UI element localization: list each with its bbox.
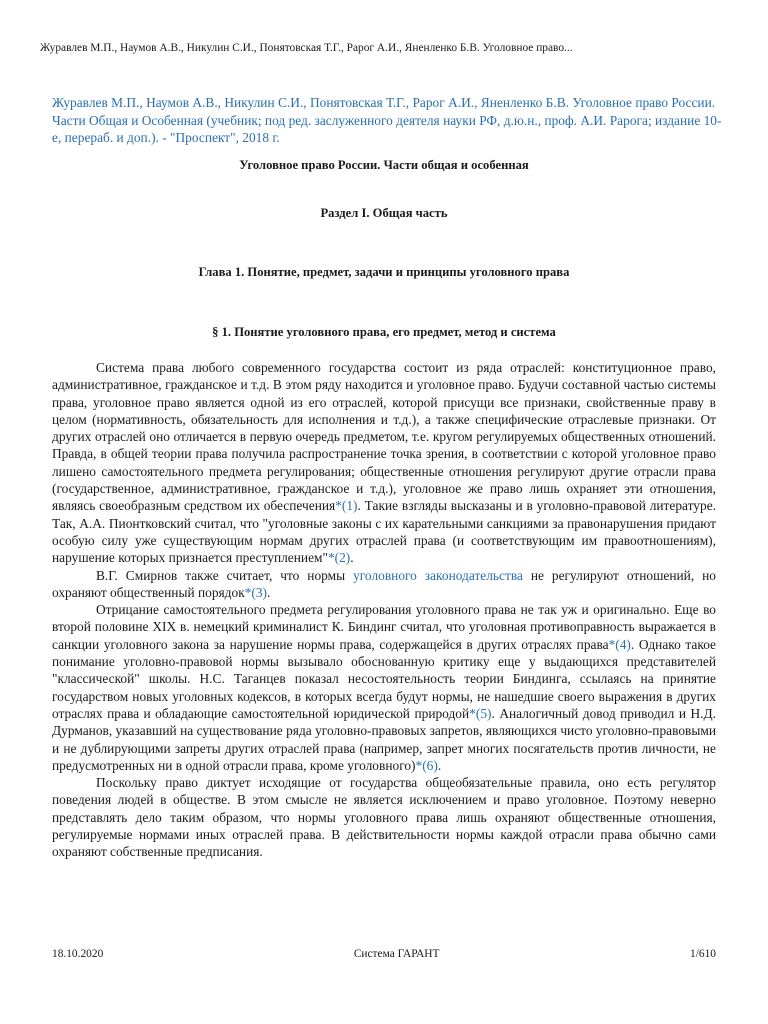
text-run: . Аналогичный довод приводил и Н.Д. Дурманов, указавший на существование ряда уголовно-правовых запретов, являющихся чисто уголовно-правовыми и не дублирующими запреты других отраслей права (например, запрет многих посягательств против личности, не предусмотренных ни в одной отрасли права, кроме уголовного) [52,705,716,773]
footnote-link-1[interactable]: *(1) [335,498,358,514]
body-paragraph-4 [52,774,716,860]
running-header: Журавлев М.П., Наумов А.В., Никулин С.И., Понятовская Т.Г., Рарог А.И., Яненленко Б.В. Уголовное право... [40,42,573,54]
footnote-link-3[interactable]: *(3) [244,584,268,600]
text-run: . Однако такое понимание уголовно-правовой нормы вызывало обоснованную критику еще у выдающихся представителей "классической" школы. Н.С. Таганцев показал несостоятельность теории Биндинга, ссылаясь на принятие государством новых уголовных кодексов, в которых всегда будут нормы, не нашедшие своего выражения в других отраслях права и обладающие самостоятельной юридической природой [52,636,716,721]
text-run: В.Г. Смирнов также считает, что нормы [96,567,354,583]
footer-system-name: Система ГАРАНТ [353,948,440,960]
page-footer [52,948,716,960]
body-paragraph-3 [52,601,716,774]
footnote-link-5[interactable]: *(5) [469,705,492,721]
document-title: Уголовное право России. Части общая и особенная [239,158,529,172]
footnote-link-6[interactable]: *(6) [415,757,438,773]
text-run: Система права любого современного государства состоит из ряда отраслей: конституционное право, административное, гражданское и т.д. В этом ряду находится и уголовное право. Будучи составной частью системы права, уголовное право является одной из его отраслей, которой присущи все признаки, свойственные праву в целом (нормативность, обязательность для исполнения и т.д.), а также специфические отраслевые признаки. От других отраслей оно отличается в первую очередь предметом, т.е. кругом регулируемых общественных отношений. Правда, в общей теории права получила распространение точка зрения, в соответствии с которой уголовное право лишено самостоятельного предмета регулирования; общественные отношения регулируют другие отрасли права (государственное, административное, гражданское и т.д.), уголовное же право лишь охраняет эти отношения, являясь своеобразным средством их обеспечения [52,360,716,514]
text-run: Поскольку право диктует исходящие от государства общеобязательные правила, оно есть регулятор поведения людей в обществе. В этом смысле не является исключением и право уголовное. Поэтому неверно представлять дело таким образом, что нормы уголовного права лишь охраняют общественные отношения, регулируемые нормами иных отраслей права. В действительности нормы каждой отрасли права обычно сами охраняют собственные предписания. [52,775,716,860]
text-run: . [437,757,442,773]
body-paragraph-2 [52,567,716,602]
footer-page-number: 1/610 [690,948,716,960]
text-run: Отрицание самостоятельного предмета регулирования уголовного права не так уж и оригинально. Еще во второй половине XIX в. немецкий криминалист К. Биндинг считал, что уголовная противоправность выражается в санкции уголовного закона за нарушение нормы права, содержащейся в других отраслях права [52,602,716,652]
citation-link[interactable]: Журавлев М.П., Наумов А.В., Никулин С.И., Понятовская Т.Г., Рарог А.И., Яненленко Б.В. Уголовное право России. Части Общая и Особенная (учебник; под ред. заслуженного деятеля науки РФ, д.ю.н., проф. А.И. Рарога; издание 10-е, перераб. и доп.). - "Проспект", 2018 г. [52,95,722,145]
text-run: . [350,550,354,566]
paragraph-heading: § 1. Понятие уголовного права, его предмет, метод и система [212,325,556,339]
text-run: не регулируют отношений, но охраняют общественный порядок [52,567,716,600]
text-run: . Такие взгляды высказаны и в уголовно-правовой литературе. Так, А.А. Пионтковский считал, что "уголовные законы с их карательными санкциями за правонарушения придают особую силу уже существующим нормам других отраслей права (и соответствующим им правоотношениям), нарушение которых признается преступлением" [52,498,716,566]
body-text [52,359,716,861]
text-run: . [267,584,271,600]
footnote-link-4[interactable]: *(4) [608,636,631,652]
chapter-heading: Глава 1. Понятие, предмет, задачи и принципы уголовного права [198,265,570,279]
footnote-link-2[interactable]: *(2) [327,550,351,566]
criminal-legislation-link[interactable]: уголовного законодательства [353,567,523,583]
section-heading: Раздел I. Общая часть [320,206,448,220]
body-paragraph-1 [52,359,716,567]
footer-date: 18.10.2020 [52,948,104,960]
